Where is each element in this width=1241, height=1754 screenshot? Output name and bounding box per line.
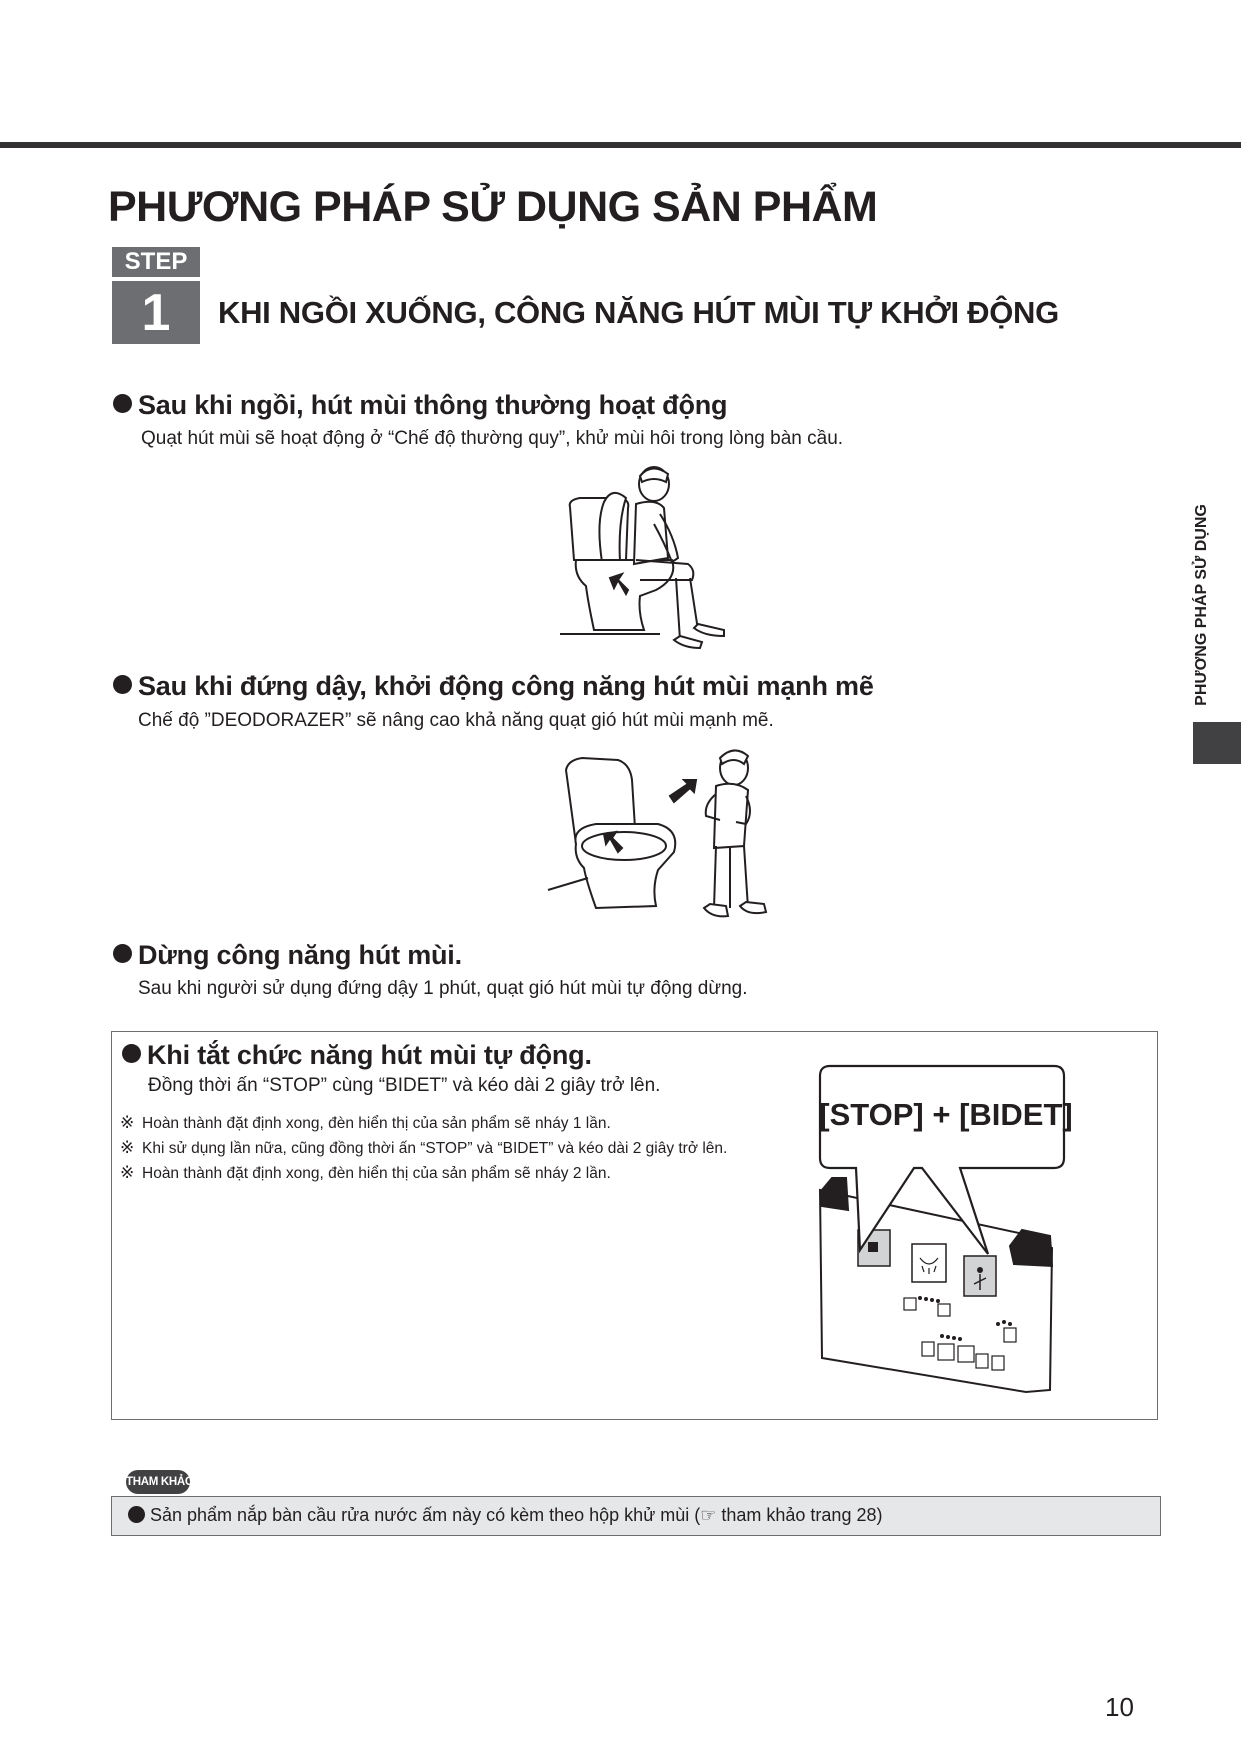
bullet-icon [122,1044,141,1063]
note-line-3: ※ Hoàn thành đặt định xong, đèn hiển thị của sản phẩm sẽ nháy 2 lần. [120,1163,611,1182]
step-label: STEP [112,247,200,277]
reference-badge: THAM KHẢO [126,1470,190,1494]
side-tab-marker [1193,722,1241,764]
standing-user-illustration [548,740,768,930]
section-2-desc: Chế độ ”DEODORAZER” sẽ nâng cao khả năng quạt gió hút mùi mạnh mẽ. [138,710,774,731]
step-heading: KHI NGỒI XUỐNG, CÔNG NĂNG HÚT MÙI TỰ KHỞI ĐỘNG [218,295,1059,330]
reference-mark-icon: ※ [120,1138,135,1157]
button-combo-callout: [STOP] + [BIDET] [819,1097,1073,1132]
reference-mark-icon: ※ [120,1113,135,1132]
section-1-title: Sau khi ngồi, hút mùi thông thường hoạt động [113,390,727,421]
bullet-icon [113,944,132,963]
bullet-icon [113,394,132,413]
page-title: PHƯƠNG PHÁP SỬ DỤNG SẢN PHẨM [108,183,878,231]
side-tab [1188,500,1216,710]
bullet-icon [113,675,132,694]
top-rule [0,142,1241,148]
note-box-desc: Đồng thời ấn “STOP” cùng “BIDET” và kéo dài 2 giây trở lên. [148,1075,661,1096]
sitting-user-illustration [560,462,740,662]
note-box-title: Khi tắt chức năng hút mùi tự động. [122,1040,592,1071]
page-number: 10 [1105,1692,1134,1722]
section-3-desc: Sau khi người sử dụng đứng dậy 1 phút, quạt gió hút mùi tự động dừng. [138,978,748,999]
bullet-icon [128,1506,145,1523]
step-number: 1 [112,281,200,344]
note-line-2: ※ Khi sử dụng lần nữa, cũng đồng thời ấn “STOP” và “BIDET” và kéo dài 2 giây trở lên. [120,1138,728,1157]
note-line-1: ※ Hoàn thành đặt định xong, đèn hiển thị của sản phẩm sẽ nháy 1 lần. [120,1113,611,1132]
reference-mark-icon: ※ [120,1163,135,1182]
section-2-title: Sau khi đứng dậy, khởi động công năng hút mùi mạnh mẽ [113,671,874,702]
section-1-desc: Quạt hút mùi sẽ hoạt động ở “Chế độ thường quy”, khử mùi hôi trong lòng bàn cầu. [141,428,844,449]
side-tab-label: PHƯƠNG PHÁP SỬ DỤNG [1193,504,1210,706]
reference-text: Sản phẩm nắp bàn cầu rửa nước ấm này có kèm theo hộp khử mùi (☞ tham khảo trang 28) [128,1505,882,1526]
section-3-title: Dừng công năng hút mùi. [113,940,462,971]
